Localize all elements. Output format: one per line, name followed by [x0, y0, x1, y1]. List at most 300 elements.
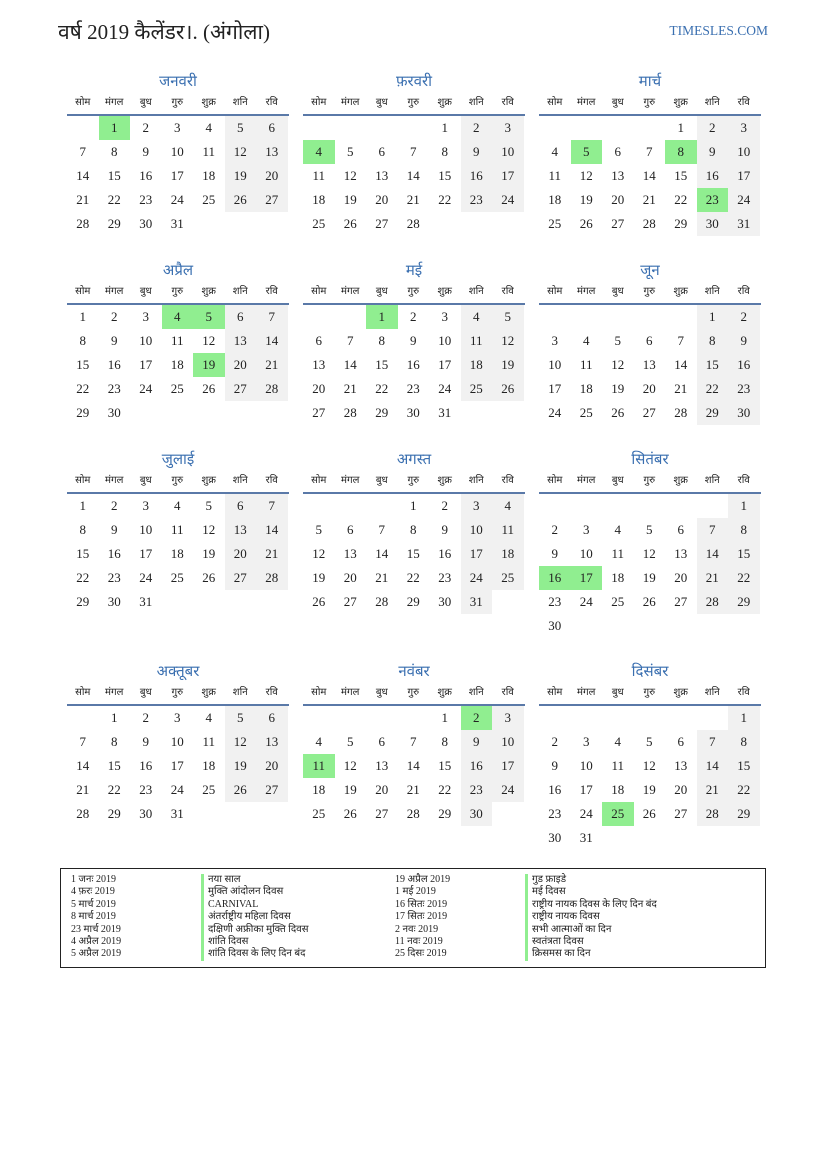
day-cell: 29 [107, 216, 121, 231]
day-cell: 12 [343, 758, 357, 773]
day-cell: 24 [170, 192, 184, 207]
day-cell: 10 [438, 333, 452, 348]
day-cell: 18 [611, 570, 625, 585]
day-cell: 18 [611, 782, 625, 797]
day-cell: 13 [256, 730, 288, 754]
day-cell: 8 [728, 518, 760, 542]
day-cell: 22 [438, 192, 452, 207]
day-cell: 1 [366, 305, 398, 329]
month-calendar [67, 261, 289, 425]
day-cell: 18 [202, 168, 216, 183]
day-cell: 28 [697, 802, 729, 826]
day-cell: 20 [674, 570, 688, 585]
day-cell: 30 [139, 216, 153, 231]
day-cell: 7 [677, 333, 684, 348]
day-cell: 27 [642, 405, 656, 420]
day-grid [539, 706, 761, 850]
empty-cell [461, 401, 493, 425]
day-cell: 31 [728, 212, 760, 236]
day-cell: 31 [139, 594, 153, 609]
empty-cell [602, 614, 634, 638]
day-cell: 27 [225, 377, 257, 401]
day-cell: 21 [76, 192, 90, 207]
day-cell: 13 [225, 518, 257, 542]
empty-cell [728, 826, 760, 850]
day-cell: 19 [343, 192, 357, 207]
weekday-label: रवि [501, 286, 514, 297]
weekday-label: गुरु [643, 97, 656, 108]
day-cell: 26 [642, 594, 656, 609]
day-cell: 2 [142, 120, 149, 135]
day-cell: 27 [256, 188, 288, 212]
day-cell: 19 [225, 754, 257, 778]
holiday-name: सभी आत्माओं का दिन [525, 924, 611, 936]
day-cell: 22 [406, 570, 420, 585]
day-cell: 9 [142, 734, 149, 749]
day-cell: 18 [170, 546, 184, 561]
day-cell: 28 [76, 216, 90, 231]
day-cell: 29 [674, 216, 688, 231]
day-cell: 7 [410, 734, 417, 749]
day-cell: 30 [548, 618, 562, 633]
day-cell: 15 [76, 546, 90, 561]
weekday-label: शनि [232, 97, 248, 108]
empty-cell [697, 494, 729, 518]
weekday-header [67, 685, 289, 706]
weekday-label: सोम [75, 97, 91, 108]
day-cell: 22 [697, 377, 729, 401]
day-cell: 27 [225, 566, 257, 590]
day-cell: 27 [312, 405, 326, 420]
day-cell: 13 [256, 140, 288, 164]
day-cell: 7 [256, 494, 288, 518]
weekday-label: बुध [139, 97, 152, 108]
day-cell: 6 [378, 734, 385, 749]
weekday-label: बुध [611, 97, 624, 108]
weekday-label: रवि [737, 687, 750, 698]
month-calendar [67, 450, 289, 614]
day-cell: 11 [303, 754, 335, 778]
weekday-label: मंगल [105, 97, 124, 108]
day-cell: 3 [142, 309, 149, 324]
day-cell: 26 [343, 806, 357, 821]
holiday-date: 25 दिसः 2019 [395, 948, 447, 960]
weekday-label: रवि [501, 475, 514, 486]
day-cell: 9 [111, 522, 118, 537]
day-cell: 13 [611, 168, 625, 183]
day-cell: 16 [548, 782, 562, 797]
holiday-name: राष्ट्रीय नायक दिवस [525, 911, 600, 923]
day-cell: 18 [170, 357, 184, 372]
weekday-header [539, 95, 761, 116]
day-cell: 6 [347, 522, 354, 537]
day-cell: 24 [139, 570, 153, 585]
empty-cell [398, 116, 430, 140]
day-cell: 9 [551, 546, 558, 561]
weekday-label: बुध [139, 475, 152, 486]
holiday-date: 8 मार्च 2019 [71, 911, 116, 923]
empty-cell [602, 706, 634, 730]
day-cell: 6 [614, 144, 621, 159]
weekday-label: रवि [737, 97, 750, 108]
day-grid [303, 116, 525, 236]
day-grid [303, 305, 525, 425]
day-cell: 6 [315, 333, 322, 348]
day-cell: 14 [76, 168, 90, 183]
day-cell: 21 [406, 192, 420, 207]
empty-cell [665, 305, 697, 329]
day-cell: 13 [375, 758, 389, 773]
day-cell: 8 [111, 144, 118, 159]
day-cell: 21 [375, 570, 389, 585]
day-cell: 15 [697, 353, 729, 377]
day-cell: 16 [107, 546, 121, 561]
day-cell: 3 [174, 710, 181, 725]
day-cell: 9 [142, 144, 149, 159]
day-cell: 5 [347, 734, 354, 749]
day-cell: 28 [343, 405, 357, 420]
empty-cell [571, 116, 603, 140]
day-cell: 14 [406, 758, 420, 773]
weekday-label: गुरु [407, 475, 420, 486]
month-calendar [303, 261, 525, 425]
day-cell: 24 [579, 806, 593, 821]
day-cell: 20 [256, 754, 288, 778]
day-cell: 17 [461, 542, 493, 566]
month-name: मार्च [638, 74, 662, 90]
month-name: अक्तूबर [156, 664, 200, 680]
day-cell: 28 [674, 405, 688, 420]
day-cell: 25 [202, 192, 216, 207]
weekday-label: रवि [737, 475, 750, 486]
day-cell: 20 [375, 192, 389, 207]
day-cell: 10 [492, 140, 524, 164]
day-cell: 8 [728, 730, 760, 754]
day-cell: 27 [674, 594, 688, 609]
day-cell: 25 [312, 216, 326, 231]
day-cell: 25 [548, 216, 562, 231]
day-cell: 20 [343, 570, 357, 585]
day-cell: 16 [539, 566, 571, 590]
day-cell: 8 [441, 144, 448, 159]
day-cell: 7 [378, 522, 385, 537]
day-cell: 26 [312, 594, 326, 609]
day-cell: 19 [202, 546, 216, 561]
day-cell: 17 [170, 758, 184, 773]
empty-cell [461, 212, 493, 236]
day-cell: 25 [611, 594, 625, 609]
holiday-name: क्रिसमस का दिन [525, 948, 591, 960]
weekday-label: रवि [265, 475, 278, 486]
day-cell: 16 [697, 164, 729, 188]
day-cell: 2 [111, 309, 118, 324]
day-cell: 4 [583, 333, 590, 348]
month-calendar [67, 72, 289, 236]
day-cell: 11 [461, 329, 493, 353]
holiday-date: 17 सितः 2019 [395, 911, 448, 923]
empty-cell [256, 802, 288, 826]
day-cell: 28 [256, 566, 288, 590]
day-cell: 23 [107, 570, 121, 585]
weekday-label: गुरु [171, 97, 184, 108]
day-cell: 15 [728, 754, 760, 778]
day-cell: 23 [406, 381, 420, 396]
holiday-date: 1 जनः 2019 [71, 874, 116, 885]
day-cell: 12 [579, 168, 593, 183]
weekday-label: शुक्र [437, 687, 452, 698]
day-cell: 10 [728, 140, 760, 164]
day-cell: 18 [312, 192, 326, 207]
weekday-label: शुक्र [673, 687, 688, 698]
weekday-label: शुक्र [201, 97, 216, 108]
empty-cell [634, 494, 666, 518]
empty-cell [366, 706, 398, 730]
weekday-label: बुध [139, 687, 152, 698]
day-cell: 1 [79, 309, 86, 324]
day-cell: 6 [225, 305, 257, 329]
day-cell: 24 [170, 782, 184, 797]
weekday-header [539, 284, 761, 305]
day-cell: 17 [728, 164, 760, 188]
weekday-header [539, 685, 761, 706]
holiday-list [60, 868, 766, 968]
weekday-header [539, 473, 761, 494]
weekday-label: सोम [547, 687, 563, 698]
empty-cell [225, 401, 257, 425]
day-cell: 17 [492, 754, 524, 778]
day-cell: 22 [76, 570, 90, 585]
empty-cell [571, 305, 603, 329]
site-link[interactable]: TIMESLES.COM [669, 23, 768, 38]
day-cell: 8 [79, 333, 86, 348]
day-cell: 12 [642, 758, 656, 773]
weekday-label: शुक्र [437, 475, 452, 486]
month-calendar [539, 261, 761, 425]
weekday-label: रवि [501, 687, 514, 698]
weekday-label: सोम [547, 475, 563, 486]
day-cell: 10 [461, 518, 493, 542]
day-cell: 28 [76, 806, 90, 821]
day-cell: 9 [461, 730, 493, 754]
day-cell: 22 [438, 782, 452, 797]
day-cell: 4 [492, 494, 524, 518]
day-cell: 11 [492, 518, 524, 542]
weekday-label: बुध [611, 475, 624, 486]
day-cell: 25 [492, 566, 524, 590]
day-cell: 19 [193, 353, 225, 377]
day-cell: 26 [579, 216, 593, 231]
holiday-date: 16 सितः 2019 [395, 898, 448, 910]
day-cell: 29 [728, 802, 760, 826]
day-cell: 10 [579, 758, 593, 773]
day-cell: 28 [375, 594, 389, 609]
day-cell: 16 [728, 353, 760, 377]
weekday-label: गुरु [171, 475, 184, 486]
day-cell: 6 [677, 734, 684, 749]
day-cell: 25 [170, 570, 184, 585]
weekday-header [67, 95, 289, 116]
day-cell: 19 [642, 782, 656, 797]
day-cell: 29 [697, 401, 729, 425]
day-cell: 22 [76, 381, 90, 396]
weekday-label: सोम [75, 286, 91, 297]
day-cell: 20 [312, 381, 326, 396]
month-calendar [539, 72, 761, 236]
empty-cell [256, 212, 288, 236]
weekday-label: मंगल [577, 475, 596, 486]
weekday-label: बुध [139, 286, 152, 297]
day-cell: 11 [312, 168, 326, 183]
day-cell: 14 [674, 357, 688, 372]
empty-cell [162, 401, 194, 425]
day-cell: 30 [548, 830, 562, 845]
day-cell: 26 [611, 405, 625, 420]
day-cell: 29 [76, 405, 90, 420]
day-cell: 12 [225, 730, 257, 754]
day-cell: 19 [225, 164, 257, 188]
empty-cell [634, 116, 666, 140]
day-cell: 5 [646, 522, 653, 537]
empty-cell [366, 494, 398, 518]
empty-cell [335, 706, 367, 730]
day-cell: 2 [461, 706, 493, 730]
day-cell: 20 [225, 542, 257, 566]
weekday-label: शनि [468, 286, 484, 297]
weekday-label: शनि [468, 97, 484, 108]
weekday-label: शनि [232, 475, 248, 486]
day-cell: 4 [614, 734, 621, 749]
day-cell: 24 [579, 594, 593, 609]
day-cell: 31 [170, 806, 184, 821]
month-name: नवंबर [398, 664, 430, 680]
day-cell: 10 [579, 546, 593, 561]
day-cell: 21 [642, 192, 656, 207]
weekday-header [303, 284, 525, 305]
weekday-label: मंगल [341, 97, 360, 108]
empty-cell [571, 706, 603, 730]
weekday-label: सोम [75, 475, 91, 486]
day-cell: 23 [461, 778, 493, 802]
day-cell: 27 [375, 216, 389, 231]
holiday-date: 23 मार्च 2019 [71, 923, 121, 935]
day-cell: 5 [193, 305, 225, 329]
empty-cell [634, 826, 666, 850]
day-cell: 17 [492, 164, 524, 188]
day-cell: 31 [438, 405, 452, 420]
weekday-label: रवि [265, 286, 278, 297]
day-cell: 26 [225, 188, 257, 212]
day-cell: 11 [202, 734, 216, 749]
day-cell: 1 [677, 120, 684, 135]
empty-cell [665, 826, 697, 850]
day-cell: 18 [461, 353, 493, 377]
empty-cell [634, 614, 666, 638]
month-calendar [303, 450, 525, 614]
day-cell: 16 [139, 168, 153, 183]
day-cell: 28 [406, 806, 420, 821]
empty-cell [193, 802, 225, 826]
empty-cell [398, 706, 430, 730]
day-cell: 3 [142, 498, 149, 513]
weekday-label: गुरु [407, 286, 420, 297]
empty-cell [539, 494, 571, 518]
day-cell: 16 [107, 357, 121, 372]
day-cell: 29 [107, 806, 121, 821]
weekday-label: सोम [311, 286, 327, 297]
day-cell: 2 [551, 522, 558, 537]
day-cell: 23 [697, 188, 729, 212]
day-cell: 29 [438, 806, 452, 821]
day-cell: 15 [375, 357, 389, 372]
day-cell: 15 [76, 357, 90, 372]
empty-cell [335, 494, 367, 518]
day-cell: 1 [697, 305, 729, 329]
day-cell: 22 [728, 566, 760, 590]
day-cell: 25 [602, 802, 634, 826]
day-cell: 12 [343, 168, 357, 183]
day-cell: 25 [461, 377, 493, 401]
weekday-label: गुरु [643, 286, 656, 297]
day-cell: 27 [256, 778, 288, 802]
day-cell: 5 [614, 333, 621, 348]
day-cell: 5 [225, 116, 257, 140]
day-cell: 1 [728, 706, 760, 730]
day-cell: 30 [406, 405, 420, 420]
day-cell: 21 [76, 782, 90, 797]
day-cell: 20 [642, 381, 656, 396]
holiday-date: 2 नवः 2019 [395, 923, 439, 935]
day-cell: 26 [225, 778, 257, 802]
day-cell: 22 [107, 192, 121, 207]
day-cell: 31 [461, 590, 493, 614]
day-cell: 5 [205, 498, 212, 513]
weekday-label: मंगल [577, 687, 596, 698]
day-cell: 10 [548, 357, 562, 372]
day-cell: 26 [202, 570, 216, 585]
day-cell: 13 [674, 546, 688, 561]
day-cell: 21 [343, 381, 357, 396]
weekday-label: मंगल [577, 286, 596, 297]
day-cell: 11 [170, 333, 184, 348]
day-cell: 5 [315, 522, 322, 537]
empty-cell [634, 305, 666, 329]
day-cell: 12 [642, 546, 656, 561]
month-name: फ़रवरी [395, 74, 433, 90]
day-cell: 9 [410, 333, 417, 348]
day-cell: 17 [438, 357, 452, 372]
day-cell: 15 [438, 758, 452, 773]
day-cell: 8 [697, 329, 729, 353]
day-cell: 19 [312, 570, 326, 585]
day-cell: 11 [611, 758, 625, 773]
holiday-name: नया साल [201, 874, 241, 886]
weekday-label: मंगल [577, 97, 596, 108]
day-cell: 23 [438, 570, 452, 585]
day-cell: 2 [697, 116, 729, 140]
weekday-label: बुध [375, 97, 388, 108]
day-cell: 12 [225, 140, 257, 164]
weekday-label: शनि [704, 687, 720, 698]
day-cell: 11 [611, 546, 625, 561]
day-cell: 14 [375, 546, 389, 561]
day-cell: 7 [256, 305, 288, 329]
empty-cell [697, 614, 729, 638]
weekday-label: गुरु [643, 687, 656, 698]
day-cell: 3 [583, 734, 590, 749]
day-cell: 21 [697, 778, 729, 802]
day-cell: 15 [674, 168, 688, 183]
day-cell: 6 [646, 333, 653, 348]
